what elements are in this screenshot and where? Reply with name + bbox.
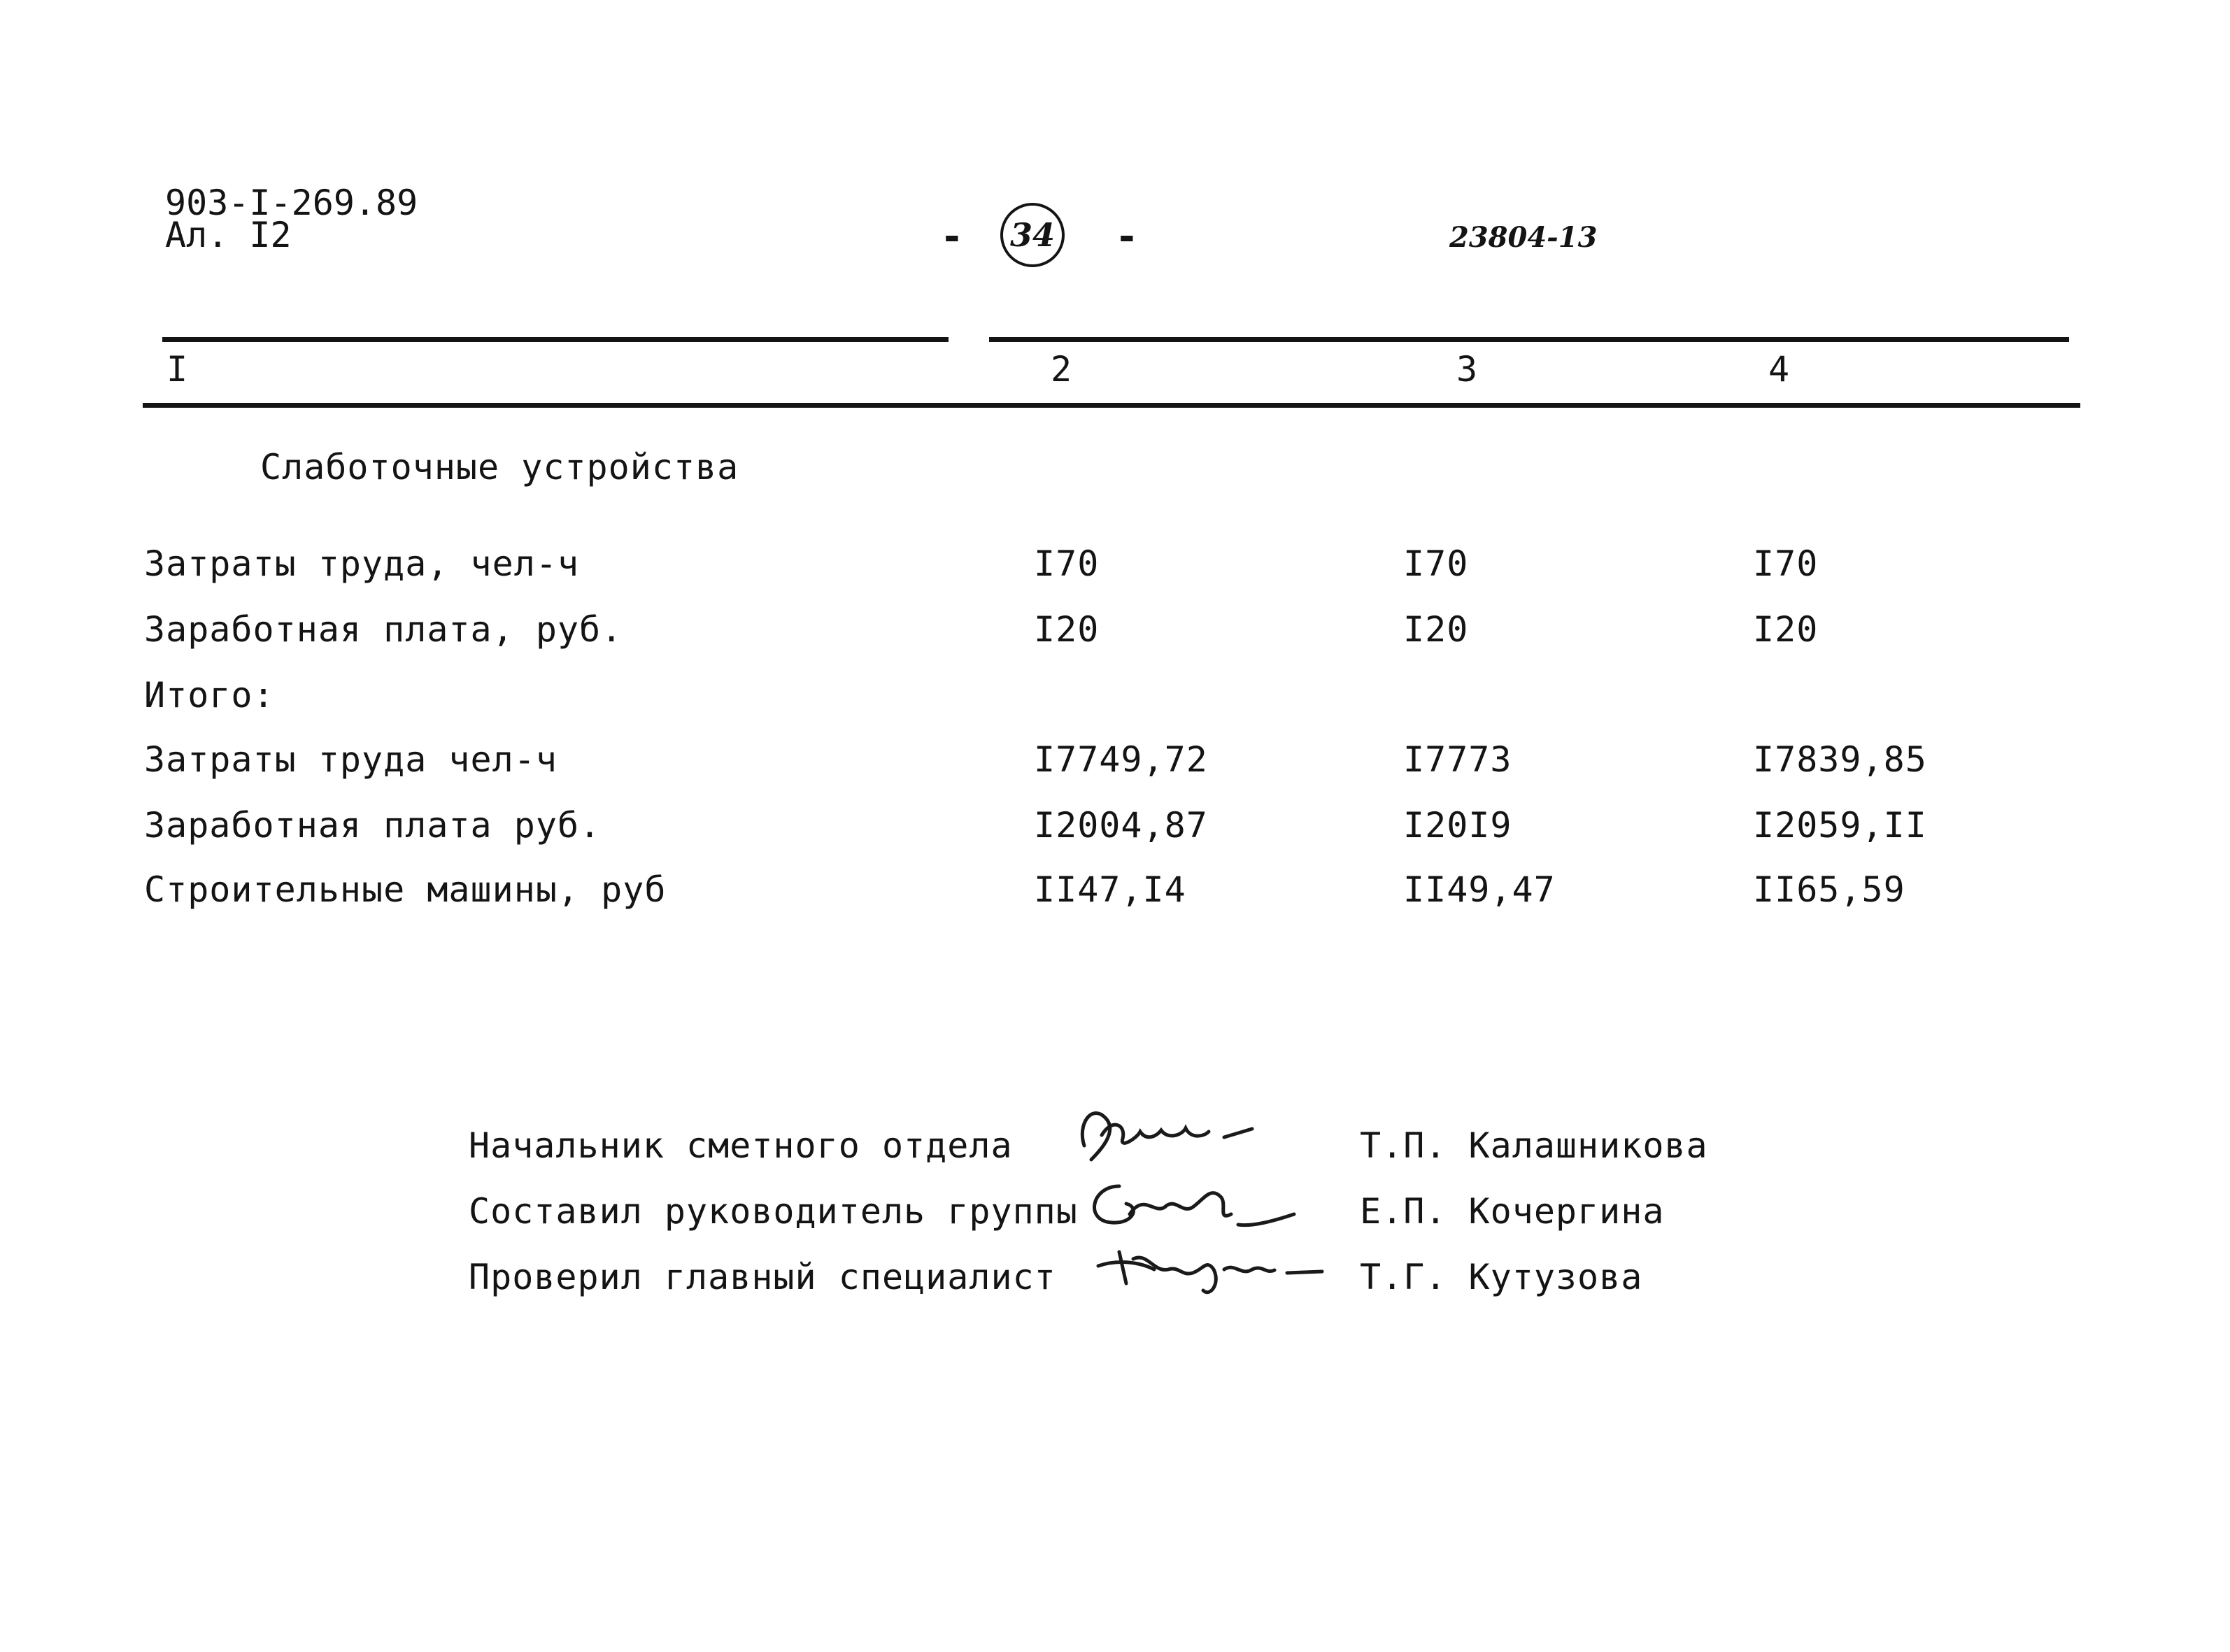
column-header-2: 2 xyxy=(1051,349,1072,390)
signature-name-head: Т.П. Калашникова xyxy=(1360,1125,1708,1166)
row-label: Итого: xyxy=(144,675,275,715)
signature-name-checker: Т.Г. Кутузова xyxy=(1360,1257,1643,1297)
column-header-3: 3 xyxy=(1456,349,1478,390)
row-value-col2: I20 xyxy=(1034,609,1100,650)
row-value-col3: I70 xyxy=(1403,543,1469,584)
handwritten-signature-3 xyxy=(1091,1231,1357,1308)
row-value-col4: I7839,85 xyxy=(1753,739,1927,780)
table-top-rule-left xyxy=(162,337,949,342)
page-number-dash-right: - xyxy=(1115,214,1139,259)
signature-role-compiler: Составил руководитель группы xyxy=(469,1191,1078,1232)
row-value-col2: I70 xyxy=(1034,543,1100,584)
row-value-col2: I2004,87 xyxy=(1034,805,1208,846)
row-value-col3: I20I9 xyxy=(1403,805,1512,846)
row-label: Строительные машины, руб xyxy=(144,869,667,910)
row-value-col3: I20 xyxy=(1403,609,1469,650)
table-top-rule-right xyxy=(989,337,2069,342)
row-value-col4: I2059,II xyxy=(1753,805,1927,846)
row-value-col3: II49,47 xyxy=(1403,869,1556,910)
row-value-col4: I20 xyxy=(1753,609,1819,650)
row-value-col3: I7773 xyxy=(1403,739,1512,780)
inventory-number: 23804-13 xyxy=(1449,221,1598,254)
row-label: Затраты труда, чел-ч xyxy=(144,543,580,584)
table-header-bottom-rule xyxy=(143,403,2080,408)
album-label: Ал. I2 xyxy=(165,215,292,255)
doc-code: 903-I-269.89 xyxy=(165,183,418,223)
page-number-dash-left: - xyxy=(940,214,964,259)
row-label: Заработная плата руб. xyxy=(144,805,602,846)
row-label: Затраты труда чел-ч xyxy=(144,739,558,780)
signature-name-compiler: Е.П. Кочергина xyxy=(1360,1191,1665,1232)
column-header-1: I xyxy=(166,349,188,390)
section-title: Слаботочные устройства xyxy=(260,447,739,487)
row-value-col4: I70 xyxy=(1753,543,1819,584)
row-label: Заработная плата, руб. xyxy=(144,609,623,650)
page-number: 34 xyxy=(1000,203,1065,267)
signature-role-checker: Проверил главный специалист xyxy=(469,1257,1056,1297)
row-value-col4: II65,59 xyxy=(1753,869,1905,910)
signature-role-head: Начальник сметного отдела xyxy=(469,1125,1013,1166)
column-header-4: 4 xyxy=(1768,349,1790,390)
row-value-col2: II47,I4 xyxy=(1034,869,1186,910)
row-value-col2: I7749,72 xyxy=(1034,739,1208,780)
handwritten-signature-1 xyxy=(1070,1097,1280,1174)
